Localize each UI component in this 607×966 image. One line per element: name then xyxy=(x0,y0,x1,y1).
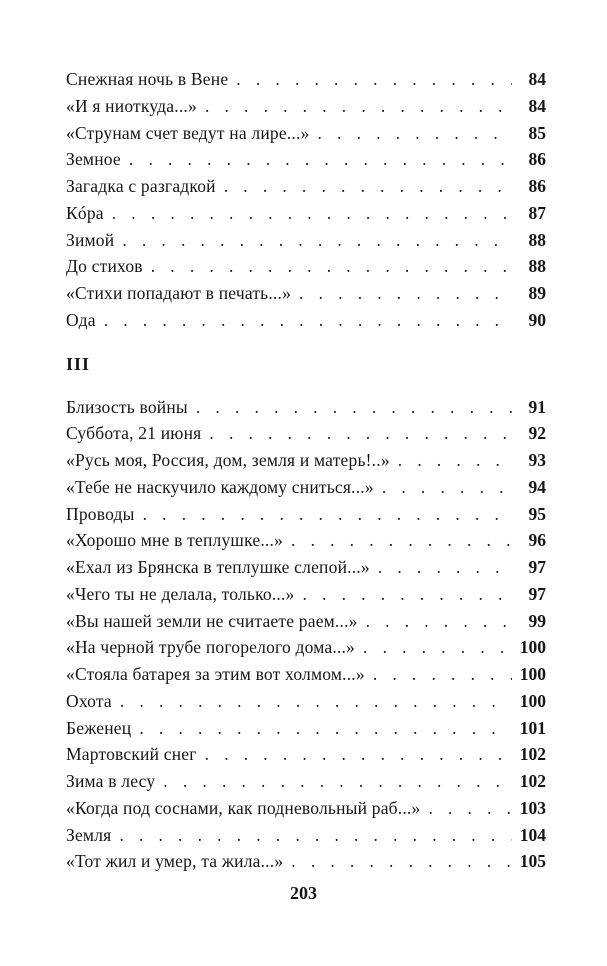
toc-entry-page: 91 xyxy=(528,396,546,417)
toc-entry-page: 90 xyxy=(528,309,546,330)
dot-leader xyxy=(382,474,512,501)
toc-entry xyxy=(66,307,546,334)
toc-entry xyxy=(66,66,546,93)
toc-entry-title: Зимой xyxy=(66,229,115,250)
toc-entry-page: 88 xyxy=(528,256,546,276)
dot-leader xyxy=(122,227,512,254)
dot-leader xyxy=(236,66,512,93)
dot-leader xyxy=(291,848,512,875)
toc-entry-page: 100 xyxy=(519,690,546,711)
toc-entry-page: 95 xyxy=(528,503,546,524)
toc-entry xyxy=(66,447,546,474)
toc-entry-title: Кóра xyxy=(66,202,104,223)
toc-entry-title: «На черной трубе погорелого дома...» xyxy=(66,637,356,657)
page-number: 203 xyxy=(290,883,317,903)
dot-leader xyxy=(120,688,512,715)
dot-leader xyxy=(129,146,512,173)
toc-entry-page: 101 xyxy=(519,717,546,738)
toc-entry-title: «Струнам счет ведут на лире...» xyxy=(66,122,310,143)
toc-entry-page: 97 xyxy=(528,583,546,604)
toc-entry xyxy=(66,501,546,528)
section-heading: III xyxy=(66,353,91,374)
toc-entry xyxy=(66,822,546,849)
dot-leader xyxy=(398,447,512,474)
dot-leader xyxy=(196,394,512,421)
toc-entry-title: Близость войны xyxy=(66,396,188,417)
dot-leader xyxy=(143,501,512,528)
toc-entry-title: «Вы нашей земли не считаете раем...» xyxy=(66,610,358,631)
toc-entry xyxy=(66,554,546,581)
toc-entry xyxy=(66,474,546,501)
toc-entry xyxy=(66,527,546,554)
toc-entry-page: 88 xyxy=(528,229,546,250)
toc-entry-title: Снежная ночь в Вене xyxy=(66,69,229,89)
dot-leader xyxy=(119,822,512,849)
toc-entry xyxy=(66,93,546,120)
toc-entry-page: 94 xyxy=(528,476,546,497)
toc-entry-page: 100 xyxy=(519,637,546,657)
dot-leader xyxy=(112,200,512,227)
toc-entry-page: 85 xyxy=(528,122,546,143)
toc-entry xyxy=(66,848,546,875)
dot-leader xyxy=(428,795,512,822)
toc-list-section-iii xyxy=(66,394,546,876)
toc-entry xyxy=(66,420,546,447)
toc-entry xyxy=(66,715,546,742)
toc-entry xyxy=(66,768,546,795)
toc-entry xyxy=(66,661,546,688)
toc-entry-title: «Стихи попадают в печать...» xyxy=(66,283,292,303)
dot-leader xyxy=(299,280,512,307)
toc-entry-title: «Русь моя, Россия, дом, земля и матерь!..» xyxy=(66,450,390,470)
toc-entry xyxy=(66,394,546,421)
toc-entry-page: 100 xyxy=(519,664,546,684)
dot-leader xyxy=(205,741,512,768)
toc-entry xyxy=(66,253,546,280)
toc-entry xyxy=(66,173,546,200)
toc-entry-title: Охота xyxy=(66,690,112,711)
toc-page xyxy=(66,66,546,875)
toc-entry-title: Беженец xyxy=(66,717,132,738)
toc-entry-title: «Ехал из Брянска в теплушке слепой...» xyxy=(66,557,370,577)
toc-entry xyxy=(66,200,546,227)
toc-entry-page: 96 xyxy=(528,530,546,550)
toc-entry-title: «Стояла батарея за этим вот холмом...» xyxy=(66,664,365,684)
dot-leader xyxy=(205,93,512,120)
toc-entry-page: 102 xyxy=(519,744,546,764)
toc-entry xyxy=(66,688,546,715)
dot-leader xyxy=(303,581,512,608)
dot-leader xyxy=(104,307,512,334)
toc-entry xyxy=(66,146,546,173)
toc-entry-title: Проводы xyxy=(66,503,135,524)
toc-entry-title: Мартовский снег xyxy=(66,744,197,764)
toc-entry-page: 87 xyxy=(528,202,546,223)
toc-entry-page: 102 xyxy=(519,771,546,791)
dot-leader xyxy=(163,768,512,795)
toc-entry-title: До стихов xyxy=(66,256,143,276)
toc-entry-title: «Когда под соснами, как подневольный раб...» xyxy=(66,797,421,818)
toc-entry-title: «Чего ты не делала, только...» xyxy=(66,583,295,604)
toc-entry-page: 99 xyxy=(528,610,546,631)
toc-entry-title: «Тот жил и умер, та жила...» xyxy=(66,851,284,871)
dot-leader xyxy=(151,253,512,280)
toc-entry-page: 86 xyxy=(528,176,546,196)
toc-entry-title: «И я ниоткуда...» xyxy=(66,95,197,116)
toc-list-section-ii xyxy=(66,66,546,334)
toc-entry-page: 104 xyxy=(519,824,546,845)
toc-entry-page: 103 xyxy=(519,797,546,818)
dot-leader xyxy=(317,120,512,147)
toc-entry-title: Ода xyxy=(66,309,96,330)
toc-entry-title: Земля xyxy=(66,824,112,845)
toc-entry-page: 105 xyxy=(519,851,546,871)
toc-entry-title: Загадка с разгадкой xyxy=(66,176,216,196)
toc-entry-page: 86 xyxy=(528,149,546,169)
toc-entry xyxy=(66,634,546,661)
dot-leader xyxy=(209,420,512,447)
dot-leader xyxy=(378,554,512,581)
toc-entry xyxy=(66,227,546,254)
dot-leader xyxy=(373,661,512,688)
dot-leader xyxy=(363,634,512,661)
toc-entry-page: 84 xyxy=(528,95,546,116)
dot-leader xyxy=(291,527,512,554)
toc-entry xyxy=(66,741,546,768)
toc-entry xyxy=(66,608,546,635)
toc-entry xyxy=(66,795,546,822)
dot-leader xyxy=(139,715,512,742)
toc-entry xyxy=(66,581,546,608)
toc-entry-page: 84 xyxy=(528,69,546,89)
toc-entry xyxy=(66,280,546,307)
dot-leader xyxy=(366,608,512,635)
toc-entry-page: 89 xyxy=(528,283,546,303)
toc-entry-page: 97 xyxy=(528,557,546,577)
toc-entry-title: Зима в лесу xyxy=(66,771,156,791)
dot-leader xyxy=(224,173,512,200)
toc-entry-page: 92 xyxy=(528,423,546,443)
toc-entry-title: «Тебе не наскучило каждому сниться...» xyxy=(66,476,374,497)
toc-entry-title: Суббота, 21 июня xyxy=(66,423,202,443)
toc-entry-title: Земное xyxy=(66,149,121,169)
toc-entry xyxy=(66,120,546,147)
toc-entry-title: «Хорошо мне в теплушке...» xyxy=(66,530,284,550)
toc-entry-page: 93 xyxy=(528,450,546,470)
